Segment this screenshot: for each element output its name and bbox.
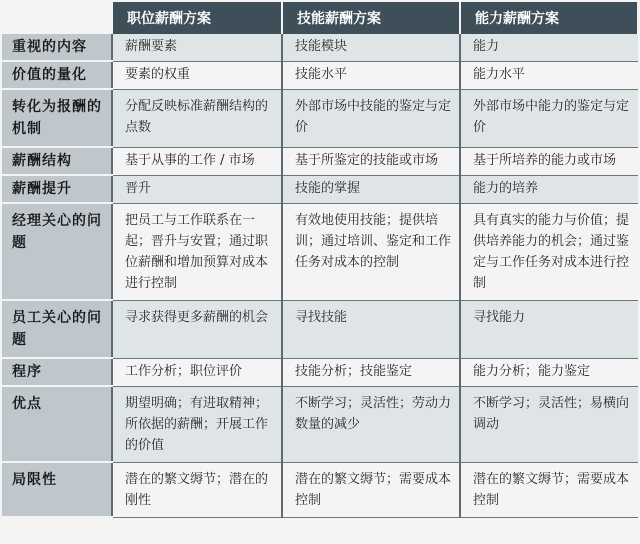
table-cell: 具有真实的能力与价值；提供培养能力的机会；通过鉴定与工作任务对成本进行控制 (460, 203, 638, 300)
table-cell: 能力分析；能力鉴定 (460, 358, 638, 386)
row-label: 优点 (2, 386, 112, 462)
table-cell: 寻求获得更多薪酬的机会 (112, 300, 282, 358)
header-skill-based: 技能薪酬方案 (282, 2, 460, 34)
row-label: 薪酬结构 (2, 147, 112, 175)
table-cell: 基于所鉴定的技能或市场 (282, 147, 460, 175)
table-row (2, 203, 638, 300)
table-cell: 不断学习；灵活性；劳动力数量的减少 (282, 386, 460, 462)
header-row (2, 2, 638, 34)
table-row (2, 175, 638, 203)
table-row (2, 462, 638, 517)
row-label: 程序 (2, 358, 112, 386)
table-cell: 期望明确；有进取精神；所依据的薪酬；开展工作的价值 (112, 386, 282, 462)
table-cell: 分配反映标准薪酬结构的点数 (112, 89, 282, 147)
table-cell: 薪酬要素 (112, 34, 282, 61)
row-label: 员工关心的问题 (2, 300, 112, 358)
table-cell: 技能模块 (282, 34, 460, 61)
table-cell: 能力 (460, 34, 638, 61)
comparison-table (2, 2, 639, 518)
table-cell: 外部市场中技能的鉴定与定价 (282, 89, 460, 147)
table-cell: 不断学习；灵活性；易横向调动 (460, 386, 638, 462)
row-label: 局限性 (2, 462, 112, 517)
table-cell: 要素的权重 (112, 61, 282, 89)
row-label: 经理关心的问题 (2, 203, 112, 300)
header-job-based: 职位薪酬方案 (112, 2, 282, 34)
table-row (2, 300, 638, 358)
table-row (2, 147, 638, 175)
header-competency-based: 能力薪酬方案 (460, 2, 638, 34)
table-cell: 把员工与工作联系在一起；晋升与安置；通过职位薪酬和增加预算对成本进行控制 (112, 203, 282, 300)
table-cell: 晋升 (112, 175, 282, 203)
table-row (2, 89, 638, 147)
table-row (2, 358, 638, 386)
table-cell: 工作分析；职位评价 (112, 358, 282, 386)
table-row (2, 61, 638, 89)
row-label: 重视的内容 (2, 34, 112, 61)
row-label: 价值的量化 (2, 61, 112, 89)
table-row (2, 386, 638, 462)
table-cell: 潜在的繁文缛节；需要成本控制 (460, 462, 638, 517)
table-cell: 能力水平 (460, 61, 638, 89)
row-label: 薪酬提升 (2, 175, 112, 203)
table-cell: 技能的掌握 (282, 175, 460, 203)
table-cell: 技能水平 (282, 61, 460, 89)
table-cell: 有效地使用技能；提供培训；通过培训、鉴定和工作任务对成本的控制 (282, 203, 460, 300)
table-cell: 潜在的繁文缛节；需要成本控制 (282, 462, 460, 517)
table-cell: 基于所培养的能力或市场 (460, 147, 638, 175)
table-row (2, 34, 638, 61)
table-cell: 外部市场中能力的鉴定与定价 (460, 89, 638, 147)
row-label: 转化为报酬的机制 (2, 89, 112, 147)
table-cell: 能力的培养 (460, 175, 638, 203)
header-corner (2, 2, 112, 34)
table-cell: 技能分析；技能鉴定 (282, 358, 460, 386)
table-cell: 寻找能力 (460, 300, 638, 358)
table-cell: 潜在的繁文缛节；潜在的刚性 (112, 462, 282, 517)
table-cell: 寻找技能 (282, 300, 460, 358)
table-cell: 基于从事的工作 / 市场 (112, 147, 282, 175)
